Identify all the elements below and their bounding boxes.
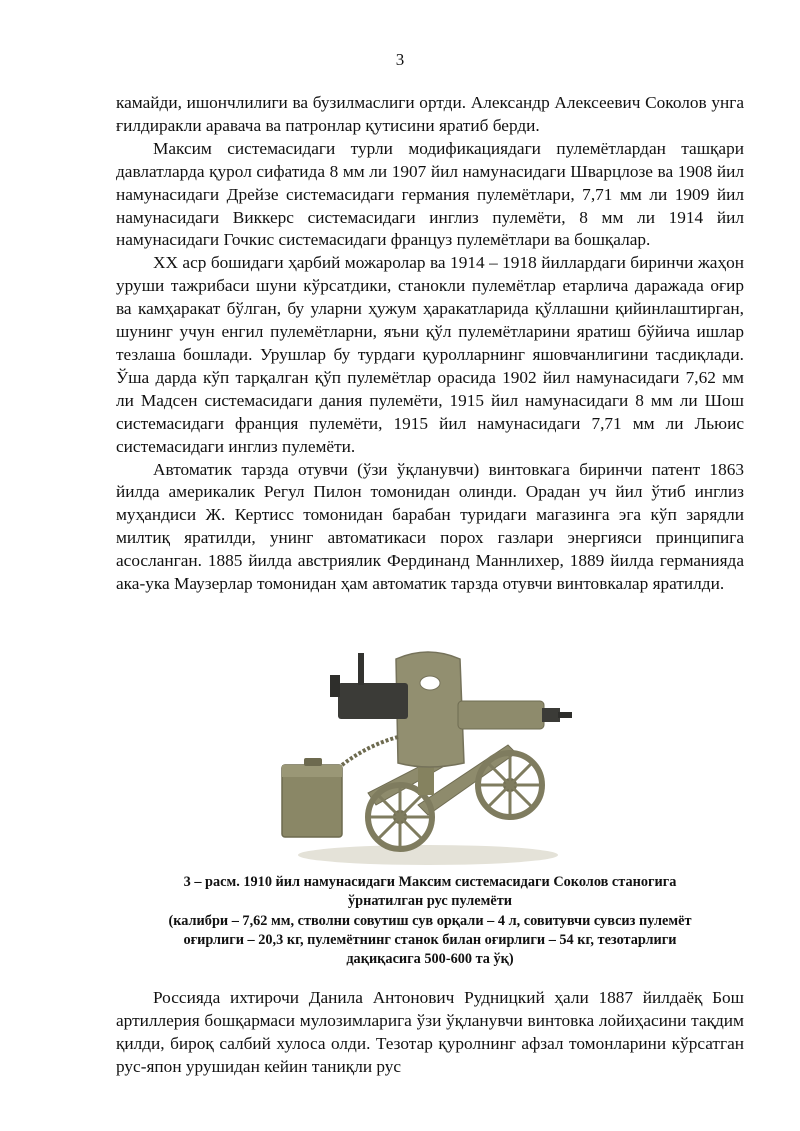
wheel-icon bbox=[478, 753, 542, 817]
machine-gun-drawing bbox=[278, 645, 578, 870]
maxim-machine-gun-image bbox=[278, 645, 578, 870]
paragraph: Максим системасидаги турли модификациядаги пулемётлардан ташқари давлатларда қурол сифатида 8 мм ли 1907 йил намунасидаги Шварцлозе ва 1908 йил намунасидаги Дрейзе системасидаги германия пулемётлари, 7,71 мм ли 1909 йил намунасидаги Виккерс системасидаги инглиз пулемёти, 8 мм ли 1914 йил намунасидаги Гочкис системасидаги француз пулемётлари ва бошқалар. bbox=[116, 138, 744, 250]
paragraph: Россияда ихтирочи Данила Антонович Рудницкий ҳали 1887 йилдаёқ Бош артиллерия бошқармаси мулозимларига ўзи ўқланувчи винтовка лойиҳасини тақдим қилди, бироқ салбий хулоса олди. Тезотар қуролнинг афзал томонларини кўрсатган рус-япон урушидан кейин таниқли рус bbox=[116, 988, 744, 1076]
caption-line: (калибри – 7,62 мм, стволни совутиш сув орқали – 4 л, совитувчи сувсиз пулемёт bbox=[168, 912, 692, 929]
body-text-bottom bbox=[116, 987, 744, 1079]
caption-line: ўрнатилган рус пулемёти bbox=[348, 893, 512, 910]
page-number: 3 bbox=[395, 50, 405, 69]
paragraph: XX аср бошидаги ҳарбий можаролар ва 1914 – 1918 йиллардаги биринчи жаҳон уруши тажрибаси шуни кўрсатдики, станокли пулемётлар етарлича даражада оғир ва камҳаракат бўлган, бу уларни ҳужум ҳаракатларида қўллашни қийинлаштирган, шунинг учун енгил пулемётларни, яъни қўл пулемётларини яратиш бўйича ишлар тезлаша бошлади. Урушлар бу турдаги қуролларнинг яшовчанлигини тасдиқлади. Ўша дарда кўп тарқалган қўп пулемётлар орасида 1902 йил намунасидаги 7,62 мм ли Мадсен системасидаги дания пулемёти, 1915 йил намунасидаги 8 мм ли Шош системасидаги франция пулемёти, 1915 йил намунасидаги 7,71 мм ли Льюис системасидаги инглиз пулемёти. bbox=[116, 253, 744, 456]
paragraph: камайди, ишончлилиги ва бузилмаслиги ортди. Александр Алексеевич Соколов унга ғилдиракли аравача ва патронлар қутисини яратиб берди. bbox=[116, 93, 744, 135]
caption-line: 3 – расм. 1910 йил намунасидаги Максим системасидаги Соколов станогига bbox=[183, 874, 677, 890]
paragraph: Автоматик тарзда отувчи (ўзи ўқланувчи) винтовкага биринчи патент 1863 йилда америкалик Регул Пилон томонидан олинди. Орадан уч йил ўтиб инглиз муҳандиси Ж. Кертисс томонидан барабан туридаги магазинга эга кўп зарядли милтиқ яратилди, унинг автоматикаси порох газлари энергияси принципига асосланган. 1885 йилда австриялик Фердинанд Маннлихер, 1889 йилда германияда ака-ука Маузерлар томонидан ҳам автоматик тарзда отувчи винтовкалар яратилди. bbox=[116, 459, 744, 594]
body-text-top bbox=[116, 92, 744, 596]
caption-line: оғирлиги – 20,3 кг, пулемётнинг станок билан оғирлиги – 54 кг, тезотарлиги bbox=[183, 931, 677, 948]
ammo-box-icon bbox=[282, 758, 342, 837]
caption-line: дақиқасига 500-600 та ўқ) bbox=[346, 951, 514, 968]
figure-caption bbox=[120, 873, 740, 969]
